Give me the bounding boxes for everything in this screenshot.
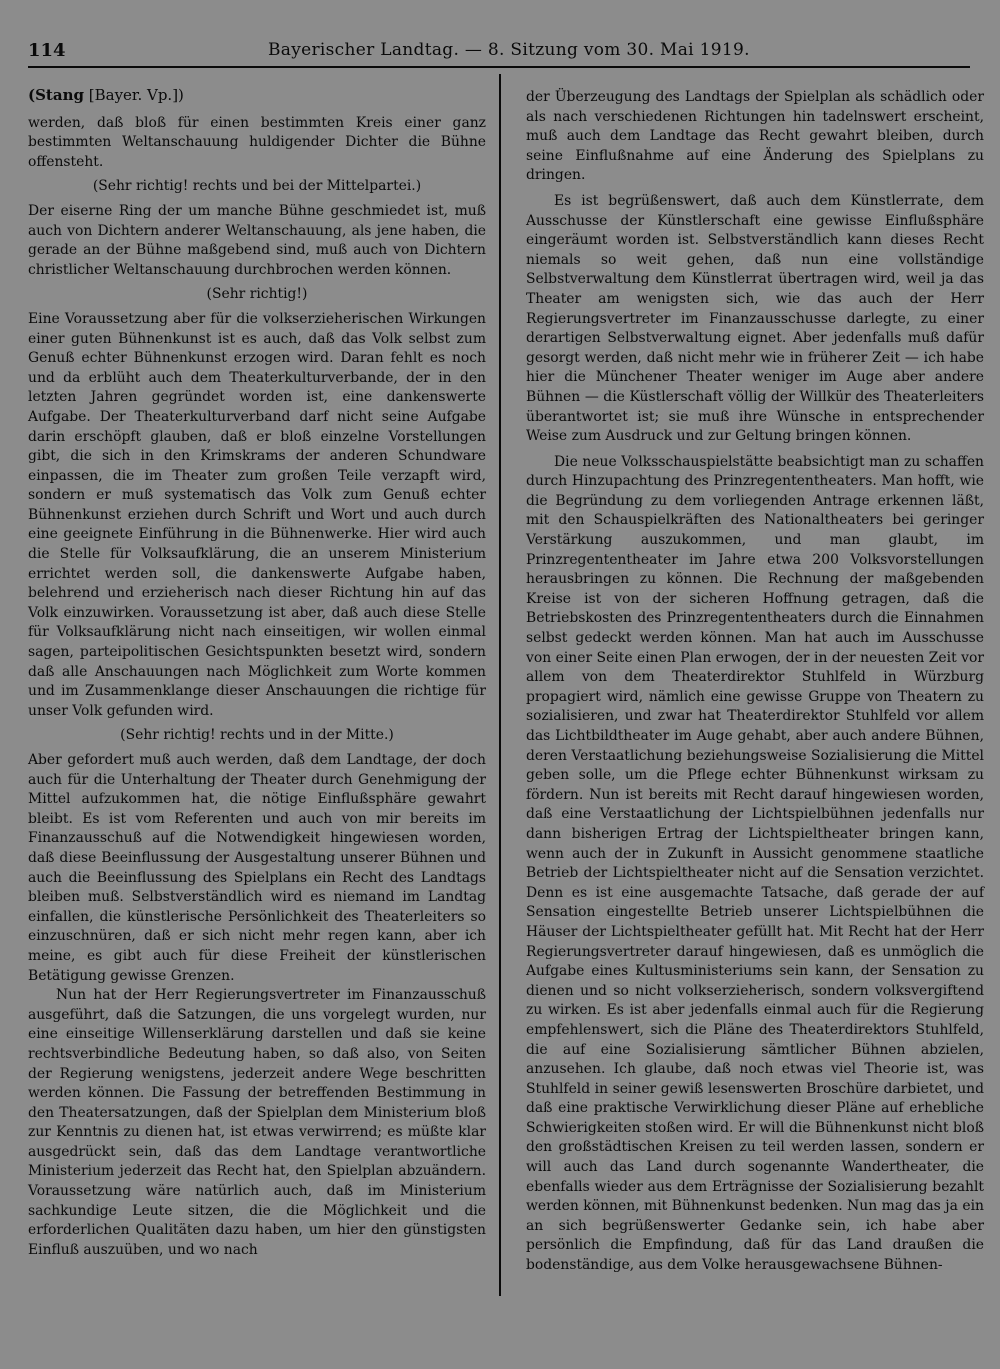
- page-header: [28, 40, 970, 70]
- paragraph: werden, daß bloß für einen bestimmten Kreis einer ganz bestimmten Weltanschauung huldigender Dichter die Bühne offensteht.: [28, 114, 486, 170]
- running-head: Bayerischer Landtag. — 8. Sitzung vom 30. Mai 1919.: [268, 40, 750, 60]
- left-column: [28, 86, 486, 1260]
- interjection: (Sehr richtig! rechts und in der Mitte.): [120, 727, 394, 744]
- right-column: [526, 88, 984, 1276]
- speaker-party: [Bayer. Vp.]): [88, 86, 184, 104]
- column-divider: [499, 74, 501, 1296]
- speaker-name: (Stang: [28, 86, 84, 104]
- paragraph: Aber gefordert muß auch werden, daß dem Landtage, der doch auch für die Unterhaltung der Theater durch Genehmigung der Mittel aufzukommen hat, die nötige Einflußsphäre gewahrt bleibt. Es ist vom Referenten und auch von mir bereits im Finanzausschuß auf die Notwendigkeit hingewiesen worden, daß diese Beeinflussung der Ausgestaltung unserer Bühnen und auch die Beeinflussung des Spielplans ein Recht des Landtags bleiben muß. Selbstverständlich wird es niemand im Landtag einfallen, die künstlerische Persönlichkeit des Theaterleiters so einzuschnüren, daß er sich nicht mehr regen kann, aber ich meine, es gibt auch für diese Freiheit der künstlerischen Betätigung gewisse Grenzen.: [28, 752, 486, 984]
- paragraph: Es ist begrüßenswert, daß auch dem Künstlerrate, dem Ausschusse der Künstlerschaft eine gewisse Einflußsphäre eingeräumt worden ist. Selbstverständlich kann dieses Recht niemals so weit gehen, daß nun eine vollständige Selbstverwaltung dem Künstlerrat übertragen wird, weil ja das Theater am wenigsten sich, wie das auch der Herr Regierungsvertreter im Finanzausschusse darlegte, zu einer derartigen Selbstverwaltung eignet. Aber jedenfalls muß dafür gesorgt werden, daß nicht mehr wie in früherer Zeit — ich habe hier die Münchener Theater weniger im Auge aber andere Bühnen — die Küstlerschaft völlig der Willkür des Theaterleiters überantwortet ist; sie muß ihre Wünsche in entsprechender Weise zum Ausdruck und zur Geltung bringen können.: [526, 192, 984, 445]
- interjection: (Sehr richtig!): [206, 286, 308, 303]
- paragraph: Der eiserne Ring der um manche Bühne geschmiedet ist, muß auch von Dichtern anderer Weltanschauung, als jene haben, die gerade an der Bühne maßgebend sind, muß auch von Dichtern christlicher Weltanschauung durchbrochen werden können.: [28, 202, 486, 278]
- paragraph: Nun hat der Herr Regierungsvertreter im Finanzausschuß ausgeführt, daß die Satzungen, die uns vorgelegt wurden, nur eine einseitige Willenserklärung darstellen und daß sie keine rechtsverbindliche Bedeutung haben, so daß also, von Seiten der Regierung wenigstens, jederzeit andere Wege beschritten werden können. Die Fassung der betreffenden Bestimmung in den Theatersatzungen, daß der Spielplan dem Ministerium bloß zur Kenntnis zu dienen hat, ist etwas verwirrend; es müßte klar ausgedrückt sein, daß das dem Landtage verantwortliche Ministerium jederzeit das Recht hat, den Spielplan abzuändern. Voraussetzung wäre natürlich auch, daß im Ministerium sachkundige Leute sitzen, die die Möglichkeit und die erforderlichen Qualitäten dazu haben, um hier den günstigsten Einfluß auszuüben, und wo nach: [28, 987, 486, 1258]
- interjection: (Sehr richtig! rechts und bei der Mittelpartei.): [92, 178, 422, 195]
- header-rule: [28, 66, 970, 68]
- paragraph: Die neue Volksschauspielstätte beabsichtigt man zu schaffen durch Hinzupachtung des Prinzregententheaters. Man hofft, wie die Begründung zu dem vorliegenden Antrage erkennen läßt, mit den Schauspielkräften des Nationaltheaters bei geringer Verstärkung auszukommen, und man glaubt, im Prinzregententheater im Jahre etwa 200 Volksvorstellungen herausbringen zu können. Die Rechnung der maßgebenden Kreise ist von der sicheren Hoffnung getragen, daß die Betriebskosten des Prinzregententheaters durch die Einnahmen selbst gedeckt werden können. Man hat auch im Ausschusse von einer Seite einen Plan erwogen, der in der neuesten Zeit vor allem von dem Theaterdirektor Stuhlfeld in Würzburg propagiert wird, nämlich eine gewisse Gruppe von Theatern zu sozialisieren, und zwar hat Theaterdirektor Stuhlfeld vor allem das Lichtbildtheater im Auge gehabt, aber auch andere Bühnen, deren Verstaatlichung beziehungsweise Sozialisierung die Mittel geben solle, um die Pflege echter Bühnenkunst wirksam zu fördern. Nun ist bereits mit Recht darauf hingewiesen worden, daß eine Verstaatlichung der Lichtspielbühnen jedenfalls nur dann bisherigen Ertrag der Lichtspieltheater bringen kann, wenn auch der in Zukunft in Aussicht genommene staatliche Betrieb der Lichtspieltheater nicht auf die Sensation verzichtet. Denn es ist eine ausgemachte Tatsache, daß gerade der auf Sensation eingestellte Betrieb unserer Lichtspielbühnen die Häuser der Lichtspieltheater gefüllt hat. Mit Recht hat der Herr Regierungsvertreter darauf hingewiesen, daß es unmöglich die Aufgabe eines Kultusministeriums sein kann, der Sensation zu dienen und so nicht volkserzieherisch, sondern volksvergiftend zu wirken. Es ist aber jedenfalls einmal auch für die Regierung empfehlenswert, sich die Pläne des Theaterdirektors Stuhlfeld, die auf eine Sozialisierung sämtlicher Bühnen abzielen, anzusehen. Ich glaube, daß noch etwas viel Theorie ist, was Stuhlfeld in seiner gewiß lesenswerten Broschüre darbietet, und daß eine praktische Verwirklichung dieser Pläne auf erhebliche Schwierigkeiten stoßen wird. Er will die Bühnenkunst nicht bloß den großstädtischen Kreisen zu teil werden lassen, sondern er will auch das Land durch sogenannte Wandertheater, die ebenfalls wieder aus dem Erträgnisse der Sozialisierung bezahlt werden können, mit Bühnenkunst bedenken. Nun mag das ja ein an sich begrüßenswerter Gedanke sein, ich habe aber persönlich die Empfindung, daß für das Land draußen die bodenständige, aus dem Volke herausgewachsene Bühnen-: [526, 453, 984, 1274]
- paragraph: der Überzeugung des Landtags der Spielplan als schädlich oder als nach verschiedenen Richtungen hin tadelnswert erscheint, muß auch dem Landtage das Recht gewahrt bleiben, durch seine Einflußnahme auf eine Änderung des Spielplans zu dringen.: [526, 89, 984, 184]
- speaker-line: [28, 86, 486, 106]
- page-number: 114: [28, 40, 66, 61]
- paragraph: Eine Voraussetzung aber für die volkserzieherischen Wirkungen einer guten Bühnenkunst ist es auch, daß das Volk selbst zum Genuß echter Bühnenkunst erzogen wird. Daran fehlt es noch und da erblüht auch dem Theaterkulturverbande, der in den letzten Jahren gegründet worden ist, eine dankenswerte Aufgabe. Der Theaterkulturverband darf nicht seine Aufgabe darin erschöpft glauben, daß er bloß einzelne Vorstellungen gibt, die sich in den Krimskrams der anderen Schundware einpassen, die im Theater zum großen Teile verzapft wird, sondern er muß systematisch das Volk zum Genuß echter Bühnenkunst erziehen durch Schrift und Wort und auch durch eine geeignete Einführung in die Bühnenwerke. Hier wird auch die Stelle für Volksaufklärung, die an unserem Ministerium errichtet werden soll, die dankenswerte Aufgabe haben, belehrend und erzieherisch nach dieser Richtung hin auf das Volk einzuwirken. Voraussetzung ist aber, daß auch diese Stelle für Volksaufklärung nicht nach einseitigen, wir wollen einmal sagen, parteipolitischen Gesichtspunkten besetzt wird, sondern daß alle Anschauungen nach Möglichkeit zum Worte kommen und im Zusammenklange dieser Anschauungen die richtige für unser Volk gefunden wird.: [28, 310, 486, 719]
